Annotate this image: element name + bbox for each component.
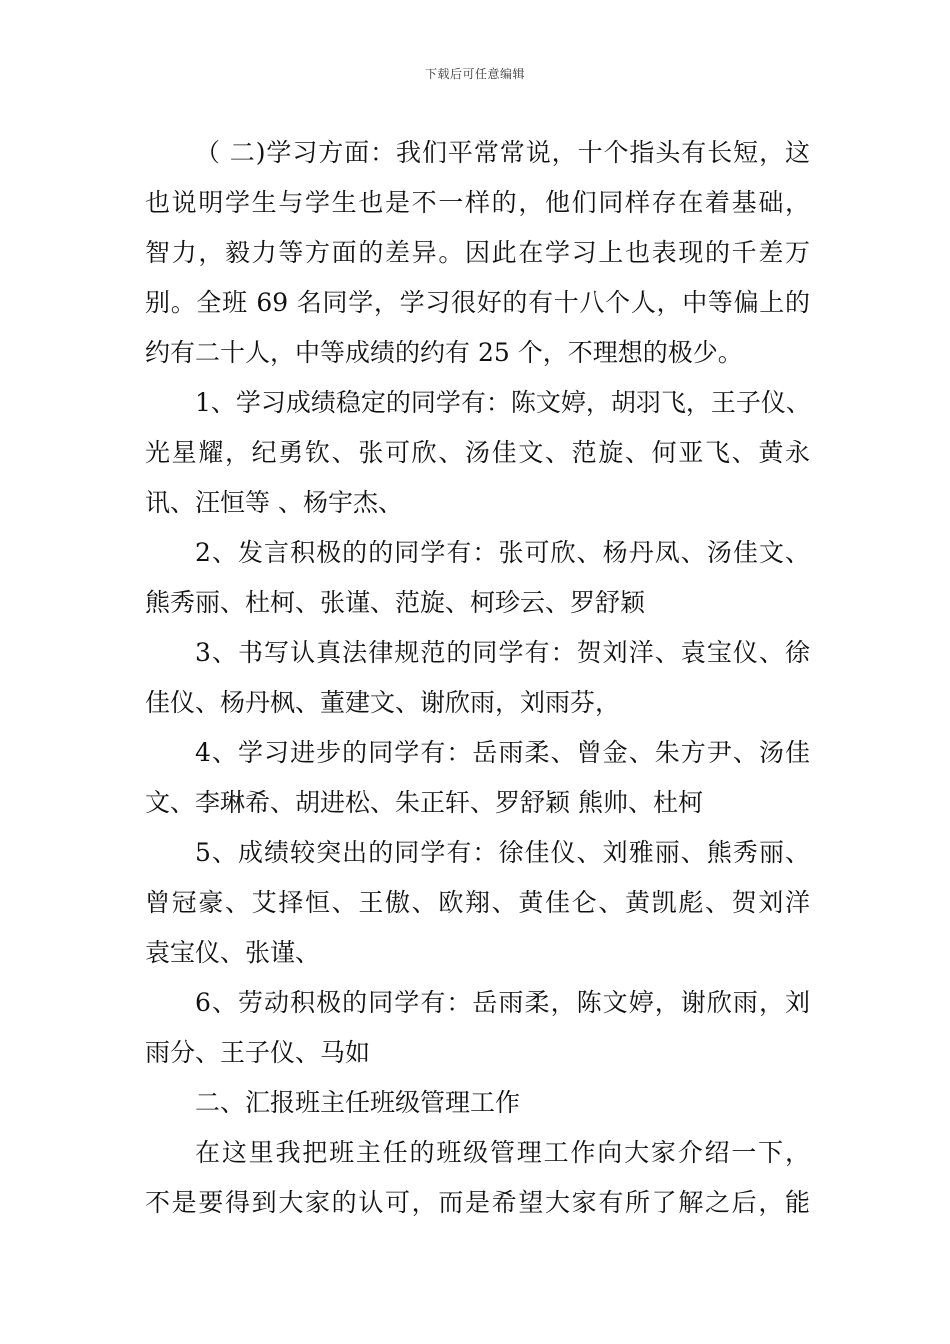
page-header: 下载后可任意编辑 xyxy=(424,67,525,81)
text-line: （ 二)学习方面：我们平常常说，十个指头有长短，这 xyxy=(195,138,810,167)
text-line: 文、李琳希、胡进松、朱正轩、罗舒颖 熊帅、杜柯 xyxy=(145,788,703,817)
text-line: 3、书写认真法律规范的同学有：贺刘洋、袁宝仪、徐 xyxy=(195,638,810,667)
text-line: 讯、汪恒等 、杨宇杰、 xyxy=(145,488,403,517)
document-body xyxy=(145,128,810,1228)
text-line: 雨分、王子仪、马如 xyxy=(145,1038,371,1067)
text-line: 曾冠豪、艾择恒、王傲、欧翔、黄佳仑、黄凯彪、贺刘洋 xyxy=(145,888,810,917)
text-line: 也说明学生与学生也是不一样的，他们同样存在着基础， xyxy=(145,188,810,217)
text-line: 5、成绩较突出的同学有：徐佳仪、刘雅丽、熊秀丽、 xyxy=(195,838,810,867)
section-heading: 二、汇报班主任班级管理工作 xyxy=(195,1088,521,1117)
text-line: 6、劳动积极的同学有：岳雨柔，陈文婷，谢欣雨，刘 xyxy=(195,988,810,1017)
text-line: 智力，毅力等方面的差异。因此在学习上也表现的千差万 xyxy=(145,238,810,267)
text-line: 1、学习成绩稳定的同学有：陈文婷，胡羽飞，王子仪、 xyxy=(195,388,811,417)
text-line: 约有二十人，中等成绩的约有 25 个，不理想的极少。 xyxy=(145,338,743,367)
text-line: 佳仪、杨丹枫、董建文、谢欣雨，刘雨芬， xyxy=(145,688,621,717)
text-line: 不是要得到大家的认可，而是希望大家有所了解之后，能 xyxy=(145,1188,810,1217)
text-line: 光星耀，纪勇钦、张可欣、汤佳文、范旋、何亚飞、黄永 xyxy=(145,438,810,467)
text-line: 4、学习进步的同学有：岳雨柔、曾金、朱方尹、汤佳 xyxy=(195,738,810,767)
text-line: 别。全班 69 名同学，学习很好的有十八个人，中等偏上的 xyxy=(145,288,810,317)
text-line: 熊秀丽、杜柯、张谨、范旋、柯珍云、罗舒颖 xyxy=(145,588,646,617)
text-line: 2、发言积极的的同学有：张可欣、杨丹凤、汤佳文、 xyxy=(195,538,810,567)
text-line: 袁宝仪、张谨、 xyxy=(145,938,321,967)
text-line: 在这里我把班主任的班级管理工作向大家介绍一下， xyxy=(195,1138,810,1167)
